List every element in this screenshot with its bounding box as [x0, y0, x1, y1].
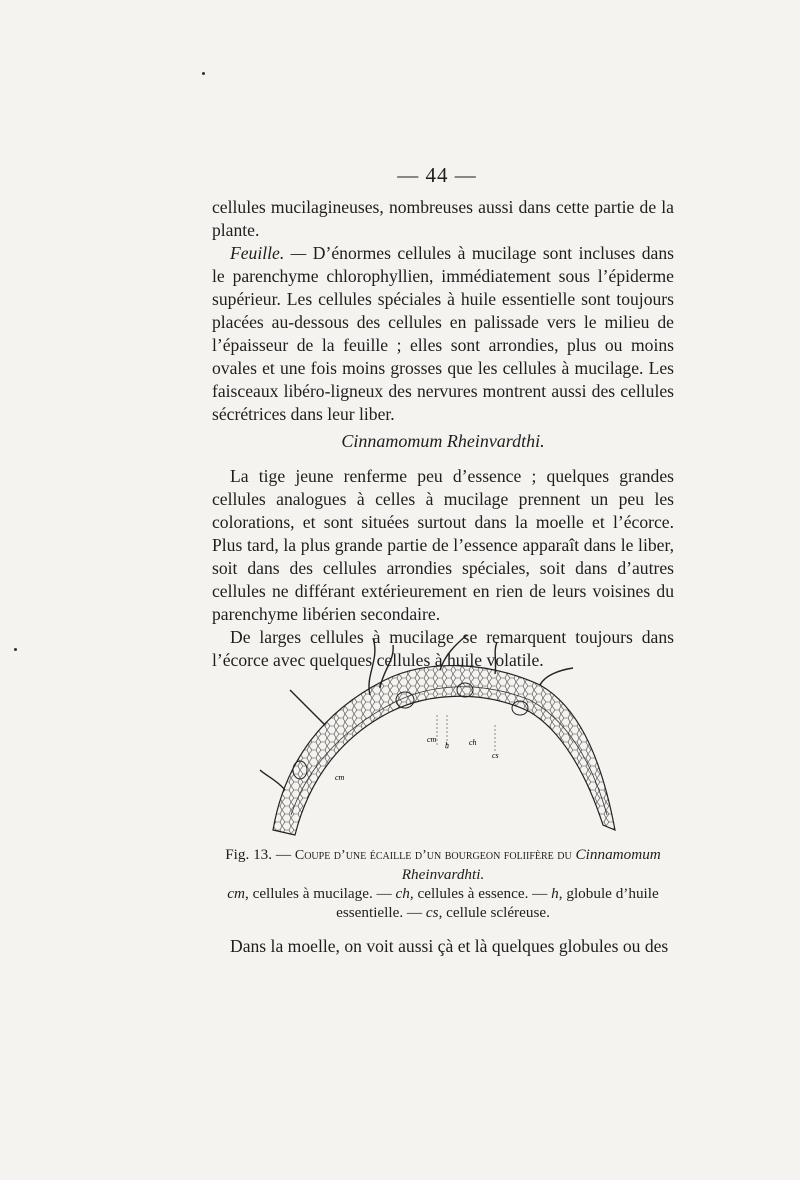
feuille-text: D’énormes cellules à mucilage sont incluses dans le parenchyme chlorophyllien, immédiatement sous l’épiderme supérieur. Les cellules spéciales à huile essentielle sont toujours placées au-dessous des cellules en palissade vers le milieu de l’épaisseur de la feuille ; elles sont arrondies, plus ou moins ovales et une fois moins grosses que les cellules à mucilage. Les faisceaux libéro-ligneux des nervures montrent aussi des cellules sécrétrices dans leur liber.: [212, 243, 674, 424]
caption-title-sc: Coupe d’une écaille d’un bourgeon foliifère du: [294, 848, 572, 863]
caption-title: [212, 845, 674, 884]
body-text: [212, 196, 674, 672]
scan-speck: [14, 648, 17, 651]
legend-cm-text: , cellules à mucilage. —: [244, 885, 392, 902]
species-heading: Cinnamomum Rheinvardthi.: [341, 431, 545, 451]
legend-ch-abbr: ch: [395, 885, 410, 902]
trichome: [260, 770, 285, 790]
scale-tissue: [273, 666, 615, 835]
legend-h-abbr: h: [551, 885, 559, 902]
paragraph-feuille: [212, 242, 674, 426]
legend-h-text: , globule d’huile essentielle. —: [336, 885, 659, 921]
label-cm-left: cm: [335, 773, 345, 782]
label-cs: cs: [492, 751, 499, 760]
legend-ch-text: , cellules à essence. —: [409, 885, 548, 902]
trichome: [495, 642, 497, 674]
paragraph: cellules mucilagineuses, nombreuses aussi dans cette partie de la plante.: [212, 197, 674, 240]
paragraph: De larges cellules à mucilage se remarquent toujours dans l’écorce avec quelques cellules à huile volatile.: [212, 627, 674, 670]
trichome: [290, 690, 325, 725]
figure-caption: [212, 845, 674, 922]
feuille-label: Feuille. —: [230, 243, 307, 263]
label-ch: ch: [469, 738, 477, 747]
scan-speck: [202, 72, 205, 75]
last-line: Dans la moelle, on voit aussi çà et là quelques globules ou des: [230, 936, 669, 956]
trichome: [540, 668, 573, 685]
fig-number: Fig. 13. —: [225, 846, 292, 863]
bud-scale-cross-section-figure: [255, 630, 635, 845]
legend-cs-text: , cellule scléreuse.: [438, 904, 550, 921]
caption-title-species: Cinnamomum Rheinvardhti.: [401, 846, 661, 883]
label-h: h: [445, 741, 449, 750]
paragraph: La tige jeune renferme peu d’essence ; quelques grandes cellules analogues à celles à mucilage prennent un peu les colorations, et sont situées surtout dans la moelle et l’écorce. Plus tard, la plus grande partie de l’essence apparaît dans le liber, soit dans des cellules arrondies spéciales, soit dans d’autres cellules ne différant extérieurement en rien de leurs voisines du parenchyme libérien secondaire.: [212, 466, 674, 624]
label-cm: cm: [427, 735, 437, 744]
legend-cm-abbr: cm: [227, 885, 245, 902]
legend-cs-abbr: cs: [425, 904, 439, 921]
page-number: — 44 —: [397, 163, 477, 187]
caption-legend: [212, 884, 674, 922]
trichome: [440, 635, 467, 670]
